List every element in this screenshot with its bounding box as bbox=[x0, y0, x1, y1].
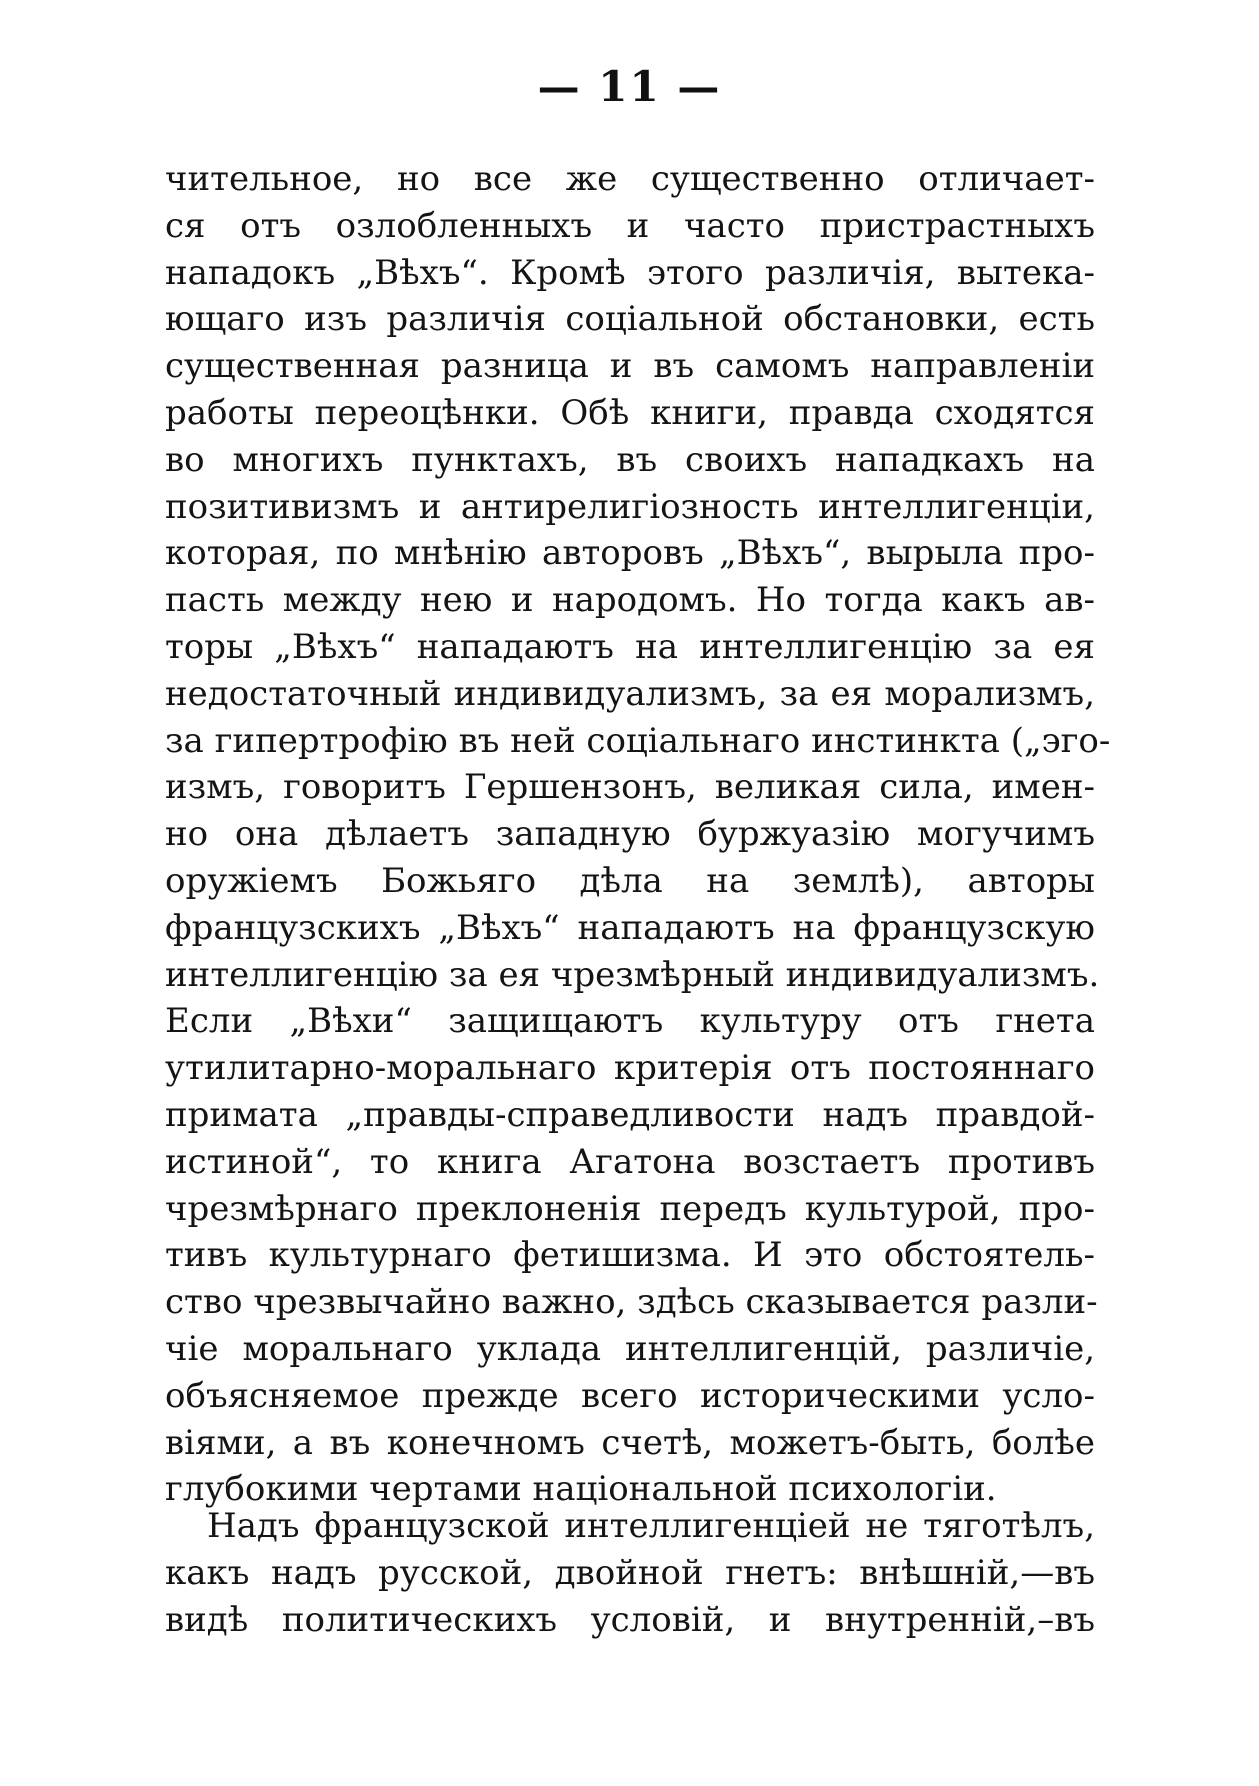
text-line: существенная разница и въ самомъ направленіи bbox=[165, 346, 1095, 387]
text-line: истиной“, то книга Агатона возстаетъ противъ bbox=[165, 1141, 1095, 1182]
text-line: глубокими чертами національной психологіи. bbox=[165, 1469, 997, 1510]
paragraph-2 bbox=[165, 1503, 1095, 1643]
text-line: чительное, но все же существенно отличает- bbox=[165, 159, 1095, 199]
text-line: тивъ культурнаго фетишизма. И это обстоятель- bbox=[165, 1235, 1095, 1276]
text-line: чіе моральнаго уклада интеллигенцій, различіе, bbox=[165, 1328, 1095, 1369]
text-line: интеллигенцію за ея чрезмѣрный индивидуализмъ. bbox=[165, 954, 1100, 995]
text-line: измъ, говоритъ Гершензонъ, великая сила, имен- bbox=[165, 767, 1095, 808]
text-line: віями, а въ конечномъ счетѣ, можетъ-быть, болѣе bbox=[165, 1422, 1095, 1463]
text-line: видѣ политическихъ условій, и внутренній,–въ bbox=[165, 1599, 1095, 1640]
text-line: ся отъ озлобленныхъ и часто пристрастныхъ bbox=[165, 205, 1095, 246]
text-line: которая, по мнѣнію авторовъ „Вѣхъ“, вырыла про- bbox=[165, 533, 1095, 574]
text-line: какъ надъ русской, двойной гнетъ: внѣшній,—въ bbox=[165, 1552, 1095, 1593]
text-line: торы „Вѣхъ“ нападаютъ на интеллигенцію за ея bbox=[165, 626, 1095, 667]
text-line: Надъ французской интеллигенціей не тяготѣлъ, bbox=[207, 1506, 1095, 1546]
text-line: французскихъ „Вѣхъ“ нападаютъ на французскую bbox=[165, 907, 1095, 948]
text-line: оружіемъ Божьяго дѣла на землѣ), авторы bbox=[165, 860, 1095, 901]
text-line: утилитарно-моральнаго критерія отъ постояннаго bbox=[165, 1048, 1095, 1089]
text-line: недостаточный индивидуализмъ, за ея морализмъ, bbox=[165, 673, 1095, 714]
text-line: во многихъ пунктахъ, въ своихъ нападкахъ на bbox=[165, 439, 1095, 480]
text-line: за гипертрофію въ ней соціальнаго инстинкта („эго- bbox=[165, 720, 1111, 761]
text-line: работы переоцѣнки. Обѣ книги, правда сходятся bbox=[165, 392, 1095, 433]
text-line: объясняемое прежде всего историческими усло- bbox=[165, 1375, 1095, 1416]
text-line: пасть между нею и народомъ. Но тогда какъ ав- bbox=[165, 580, 1095, 621]
text-line: Если „Вѣхи“ защищаютъ культуру отъ гнета bbox=[165, 1001, 1095, 1042]
paragraph-1 bbox=[165, 156, 1111, 1513]
text-line: ство чрезвычайно важно, здѣсь сказывается разли- bbox=[165, 1282, 1098, 1323]
page-number: — 11 — bbox=[537, 62, 722, 111]
text-line: нападокъ „Вѣхъ“. Кромѣ этого различія, вытека- bbox=[165, 252, 1095, 293]
text-line: позитивизмъ и антирелигіозность интеллигенціи, bbox=[165, 486, 1095, 527]
text-line: но она дѣлаетъ западную буржуазію могучимъ bbox=[165, 814, 1095, 855]
text-line: ющаго изъ различія соціальной обстановки, есть bbox=[165, 299, 1095, 340]
text-line: чрезмѣрнаго преклоненія передъ культурой, про- bbox=[165, 1188, 1095, 1229]
text-line: примата „правды-справедливости надъ правдой- bbox=[165, 1094, 1095, 1135]
